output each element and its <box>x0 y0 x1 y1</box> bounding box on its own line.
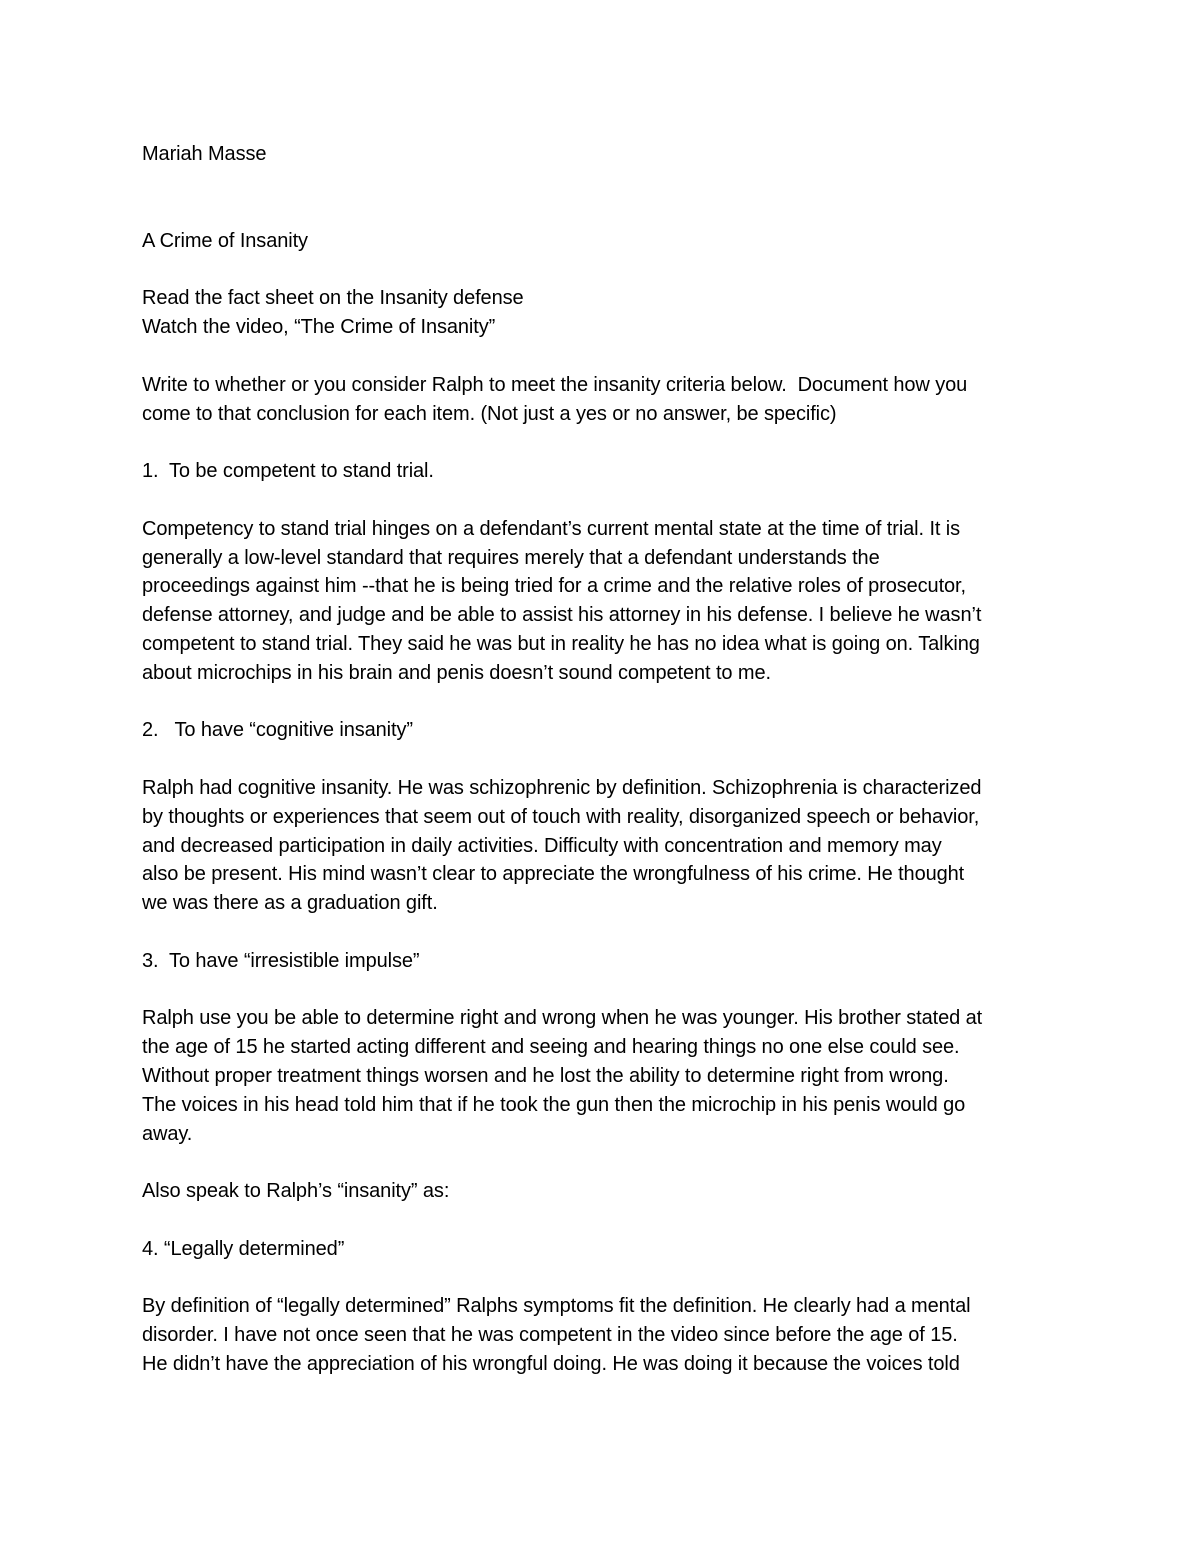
item-1-line: competent to stand trial. They said he was but in reality he has no idea what is going on. Talking <box>142 632 980 655</box>
spacer <box>142 256 1072 285</box>
item-2-line: and decreased participation in daily activities. Difficulty with concentration and memory may <box>142 834 942 857</box>
item-4-heading: 4. “Legally determined” <box>142 1237 345 1260</box>
item-3-line: Ralph use you be able to determine right and wrong when he was younger. His brother stated at <box>142 1007 983 1030</box>
spacer <box>142 428 1072 457</box>
item-2-line: Ralph had cognitive insanity. He was schizophrenic by definition. Schizophrenia is characterized <box>142 776 982 799</box>
spacer <box>142 745 1072 774</box>
item-1-line: about microchips in his brain and penis doesn’t sound competent to me. <box>142 661 771 684</box>
document-title: A Crime of Insanity <box>142 229 308 252</box>
spacer <box>142 918 1072 947</box>
spacer <box>142 342 1072 371</box>
prompt-line: Write to whether or you consider Ralph to meet the insanity criteria below. Document how you <box>142 373 968 396</box>
item-3-line: the age of 15 he started acting different and seeing and hearing things no one else could see. <box>142 1036 960 1059</box>
prompt-line: come to that conclusion for each item. (Not just a yes or no answer, be specific) <box>142 402 837 425</box>
item-4-line: By definition of “legally determined” Ralphs symptoms fit the definition. He clearly had a mental <box>142 1295 971 1318</box>
instruction-line: Read the fact sheet on the Insanity defense <box>142 287 524 310</box>
item-3-heading: 3. To have “irresistible impulse” <box>142 949 420 972</box>
item-1-line: proceedings against him --that he is being tried for a crime and the relative roles of prosecutor, <box>142 575 966 598</box>
item-3-line: Without proper treatment things worsen and he lost the ability to determine right from wrong. <box>142 1064 949 1087</box>
instruction-line: Watch the video, “The Crime of Insanity” <box>142 316 496 339</box>
spacer <box>142 688 1072 717</box>
item-1-heading: 1. To be competent to stand trial. <box>142 460 434 483</box>
item-2-heading: 2. To have “cognitive insanity” <box>142 719 413 742</box>
also-speak-line: Also speak to Ralph’s “insanity” as: <box>142 1180 450 1203</box>
author-name: Mariah Masse <box>142 143 267 165</box>
item-1-line: defense attorney, and judge and be able to assist his attorney in his defense. I believe he wasn’t <box>142 604 982 627</box>
item-4-line: disorder. I have not once seen that he was competent in the video since before the age of 15. <box>142 1324 958 1347</box>
item-2-line: we was there as a graduation gift. <box>142 892 438 915</box>
item-4-line: He didn’t have the appreciation of his wrongful doing. He was doing it because the voices told <box>142 1352 960 1375</box>
document-body <box>142 140 1072 1379</box>
spacer <box>142 486 1072 515</box>
spacer <box>142 1263 1072 1292</box>
item-2-line: also be present. His mind wasn’t clear to appreciate the wrongfulness of his crime. He thought <box>142 863 965 886</box>
item-1-line: Competency to stand trial hinges on a defendant’s current mental state at the time of trial. It is <box>142 517 961 540</box>
spacer <box>142 1206 1072 1235</box>
spacer <box>142 1148 1072 1177</box>
spacer <box>142 169 1072 227</box>
spacer <box>142 976 1072 1005</box>
item-3-line: The voices in his head told him that if he took the gun then the microchip in his penis would go <box>142 1093 966 1116</box>
item-2-line: by thoughts or experiences that seem out of touch with reality, disorganized speech or behavior, <box>142 805 980 828</box>
item-3-line: away. <box>142 1122 193 1145</box>
item-1-line: generally a low-level standard that requires merely that a defendant understands the <box>142 546 880 569</box>
